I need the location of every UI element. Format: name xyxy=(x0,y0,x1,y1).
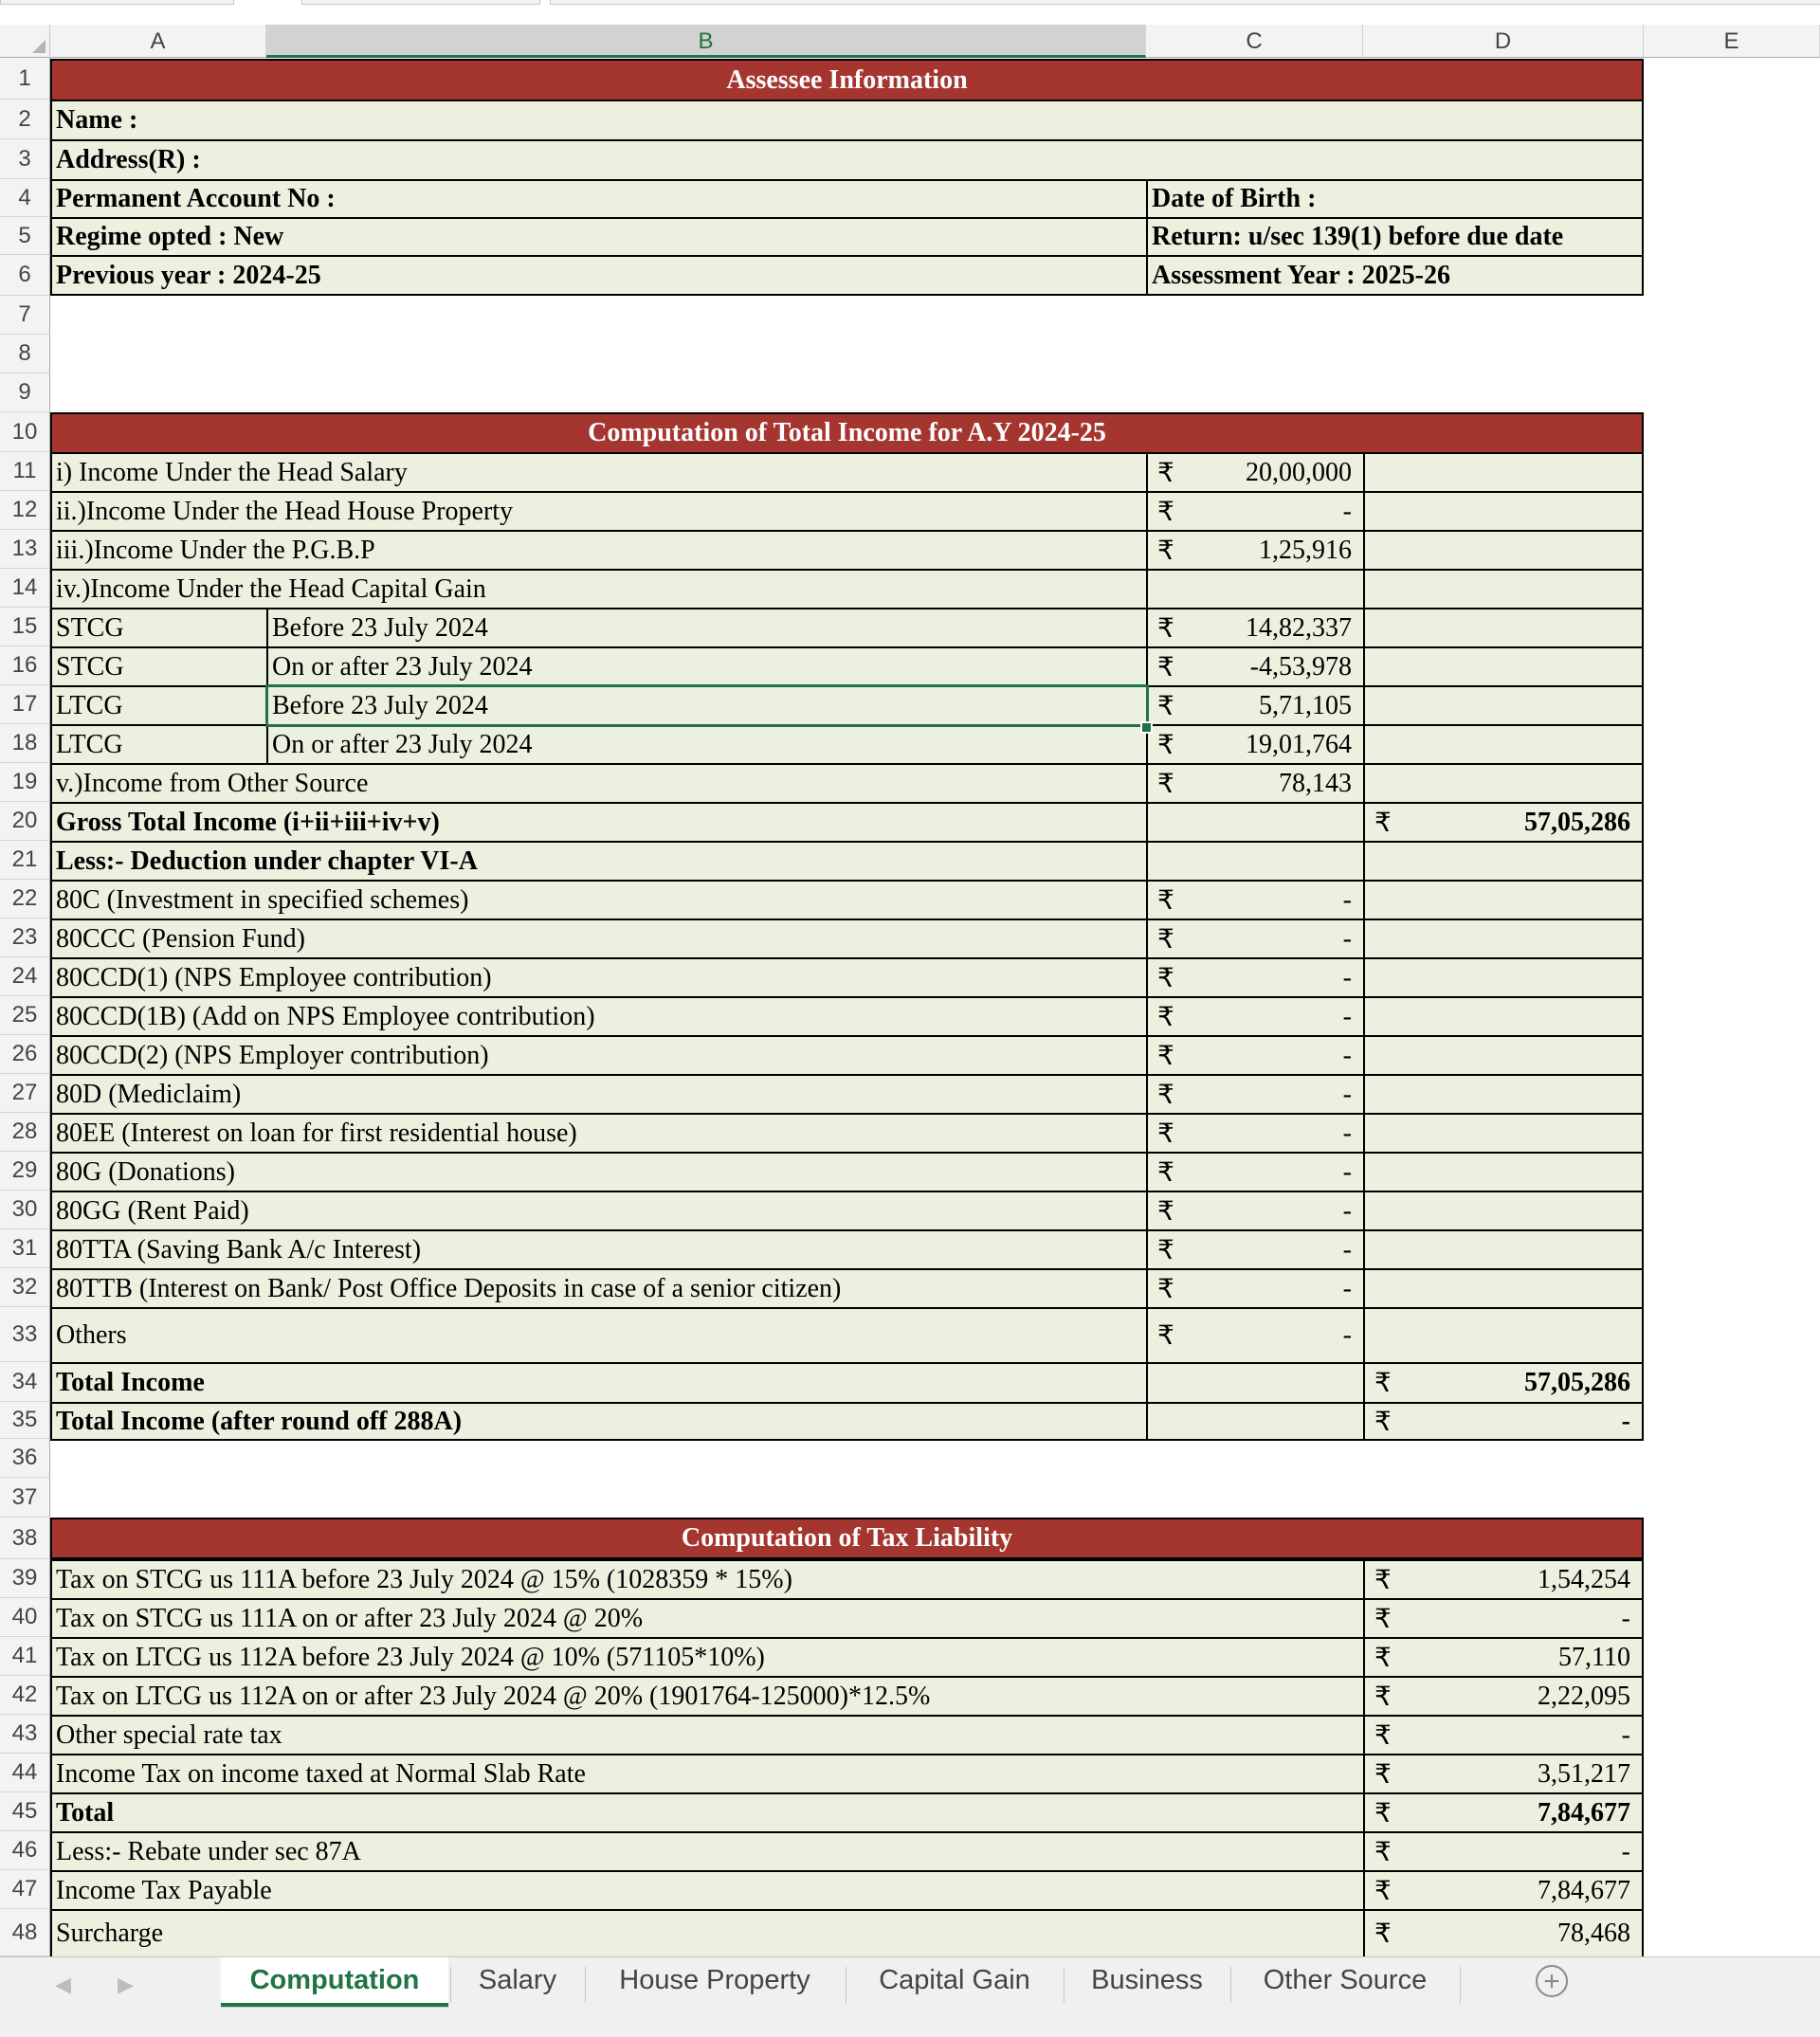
rupee-icon: ₹ xyxy=(1157,885,1174,916)
tax-row-amount: - xyxy=(1621,1719,1630,1750)
row-header[interactable]: 19 xyxy=(0,763,50,802)
empty-cell[interactable] xyxy=(1363,569,1644,609)
row-header[interactable]: 17 xyxy=(0,685,50,724)
cg-amount: 19,01,764 xyxy=(1246,729,1352,759)
deduction-value[interactable] xyxy=(1146,1035,1365,1076)
tax-row-value[interactable] xyxy=(1363,1870,1644,1911)
cg-amount: -4,53,978 xyxy=(1249,651,1352,682)
row-header[interactable]: 32 xyxy=(0,1268,50,1307)
row-header[interactable]: 21 xyxy=(0,841,50,880)
deduction-amount: - xyxy=(1342,1273,1352,1303)
deduction-value[interactable] xyxy=(1146,1191,1365,1231)
deduction-amount: - xyxy=(1342,923,1352,954)
tax-row-amount: 2,22,095 xyxy=(1538,1681,1630,1711)
rupee-icon: ₹ xyxy=(1374,1643,1392,1673)
rupee-icon: ₹ xyxy=(1157,924,1174,955)
tax-row-label[interactable]: Other special rate tax xyxy=(50,1715,1365,1755)
row-header[interactable]: 18 xyxy=(0,724,50,763)
tab-capital-gain[interactable]: Capital Gain xyxy=(879,1964,1030,1995)
row-header[interactable]: 36 xyxy=(0,1439,50,1478)
top-strip xyxy=(0,0,1820,25)
rupee-icon: ₹ xyxy=(1374,808,1392,838)
deduction-label[interactable]: 80TTA (Saving Bank A/c Interest) xyxy=(50,1229,1148,1270)
deduction-value[interactable] xyxy=(1146,880,1365,920)
deduction-label[interactable]: 80CCD(1B) (Add on NPS Employee contribution) xyxy=(50,996,1148,1037)
tax-row-label[interactable]: Income Tax on income taxed at Normal Slab Rate xyxy=(50,1754,1365,1794)
row-header[interactable]: 48 xyxy=(0,1909,50,1956)
empty-cell[interactable] xyxy=(1363,918,1644,959)
deduction-amount: - xyxy=(1342,1195,1352,1226)
row-header[interactable]: 25 xyxy=(0,996,50,1035)
rupee-icon: ₹ xyxy=(1157,613,1174,644)
row-header[interactable]: 5 xyxy=(0,217,50,255)
tax-row-value[interactable] xyxy=(1363,1598,1644,1639)
row-header[interactable]: 29 xyxy=(0,1152,50,1191)
deduction-value[interactable] xyxy=(1146,1074,1365,1115)
deduction-value[interactable] xyxy=(1146,1229,1365,1270)
rupee-icon: ₹ xyxy=(1374,1604,1392,1634)
empty-cell[interactable] xyxy=(1363,1307,1644,1364)
empty-cell[interactable] xyxy=(1363,1191,1644,1231)
empty-cell[interactable] xyxy=(1363,1113,1644,1154)
cg-value[interactable] xyxy=(1146,724,1365,765)
house-property-label[interactable]: ii.)Income Under the Head House Property xyxy=(50,491,1148,532)
address-cell[interactable]: Address(R) : xyxy=(50,139,1644,181)
fill-handle[interactable] xyxy=(1140,721,1153,734)
rupee-icon: ₹ xyxy=(1157,730,1174,760)
deduction-value[interactable] xyxy=(1146,1307,1365,1364)
rupee-icon: ₹ xyxy=(1157,652,1174,682)
row-header[interactable]: 46 xyxy=(0,1831,50,1870)
empty-cell[interactable] xyxy=(1363,1152,1644,1192)
deduction-label[interactable]: 80C (Investment in specified schemes) xyxy=(50,880,1148,920)
tax-row-amount: - xyxy=(1621,1603,1630,1633)
status-bar xyxy=(0,2013,1820,2037)
empty-cell[interactable] xyxy=(1363,1268,1644,1309)
selected-cell[interactable]: Before 23 July 2024 xyxy=(265,684,1149,727)
tab-separator xyxy=(1460,1967,1461,2003)
tab-computation[interactable]: Computation xyxy=(221,1957,448,2007)
row-header[interactable]: 47 xyxy=(0,1870,50,1909)
cg-type[interactable]: STCG xyxy=(50,608,268,648)
rupee-icon: ₹ xyxy=(1157,497,1174,527)
rupee-icon: ₹ xyxy=(1157,769,1174,799)
tax-row-label[interactable]: Less:- Rebate under sec 87A xyxy=(50,1831,1365,1872)
row-header[interactable]: 38 xyxy=(0,1518,50,1559)
house-property-value[interactable] xyxy=(1146,491,1365,532)
empty-cell[interactable] xyxy=(1146,841,1365,882)
row-header[interactable]: 11 xyxy=(0,452,50,491)
column-header-e[interactable]: E xyxy=(1644,25,1820,58)
tax-row-label[interactable]: Tax on STCG us 111A on or after 23 July 2024 @ 20% xyxy=(50,1598,1365,1639)
deduction-value[interactable] xyxy=(1146,1268,1365,1309)
deduction-label[interactable]: 80EE (Interest on loan for first residential house) xyxy=(50,1113,1148,1154)
rupee-icon: ₹ xyxy=(1374,1407,1392,1437)
empty-cell[interactable] xyxy=(1363,1074,1644,1115)
tax-row-amount: 7,84,677 xyxy=(1538,1875,1630,1905)
rupee-icon: ₹ xyxy=(1157,1157,1174,1188)
income-header[interactable]: Computation of Total Income for A.Y 2024-25 xyxy=(50,412,1644,454)
total-income-value[interactable] xyxy=(1363,1362,1644,1404)
rupee-icon: ₹ xyxy=(1157,1119,1174,1149)
rupee-icon: ₹ xyxy=(1157,1002,1174,1032)
rupee-icon: ₹ xyxy=(1374,1369,1392,1398)
deduction-label[interactable]: 80CCC (Pension Fund) xyxy=(50,918,1148,959)
empty-cell[interactable] xyxy=(1363,724,1644,765)
rupee-icon: ₹ xyxy=(1157,963,1174,993)
tax-row-label[interactable]: Total xyxy=(50,1792,1365,1833)
rupee-icon: ₹ xyxy=(1157,1041,1174,1071)
tax-row-label[interactable]: Tax on LTCG us 112A before 23 July 2024 @ 10% (571105*10%) xyxy=(50,1637,1365,1678)
empty-cell[interactable] xyxy=(1363,530,1644,571)
total-income-label[interactable]: Total Income xyxy=(50,1362,1148,1404)
empty-cell[interactable] xyxy=(1363,1229,1644,1270)
column-header-a[interactable]: A xyxy=(50,25,266,58)
row-header[interactable]: 6 xyxy=(0,255,50,296)
name-cell[interactable]: Name : xyxy=(50,100,1644,141)
deduction-value[interactable] xyxy=(1146,1113,1365,1154)
row-header[interactable]: 45 xyxy=(0,1792,50,1831)
rupee-icon: ₹ xyxy=(1157,1080,1174,1110)
row-header[interactable]: 24 xyxy=(0,957,50,996)
empty-cell[interactable] xyxy=(1363,880,1644,920)
empty-cell[interactable] xyxy=(1146,1362,1365,1404)
tab-business[interactable]: Business xyxy=(1091,1964,1203,1995)
row-header[interactable]: 26 xyxy=(0,1035,50,1074)
deduction-value[interactable] xyxy=(1146,1152,1365,1192)
empty-cell[interactable] xyxy=(1363,996,1644,1037)
salary-value[interactable] xyxy=(1146,452,1365,493)
tax-row-amount: - xyxy=(1621,1836,1630,1866)
deduction-label[interactable]: Others xyxy=(50,1307,1148,1364)
empty-cell[interactable] xyxy=(1146,802,1365,843)
empty-cell[interactable] xyxy=(1363,646,1644,687)
empty-cell[interactable] xyxy=(1363,1035,1644,1076)
empty-cell[interactable] xyxy=(1363,685,1644,726)
row-header[interactable]: 7 xyxy=(0,296,50,335)
rupee-icon: ₹ xyxy=(1374,1565,1392,1595)
row-header[interactable]: 30 xyxy=(0,1191,50,1229)
pgbp-value[interactable] xyxy=(1146,530,1365,571)
rupee-icon: ₹ xyxy=(1157,1196,1174,1227)
rupee-icon: ₹ xyxy=(1374,1837,1392,1867)
deduction-heading[interactable]: Less:- Deduction under chapter VI-A xyxy=(50,841,1148,882)
row-header[interactable]: 35 xyxy=(0,1402,50,1439)
column-header-d[interactable]: D xyxy=(1363,25,1644,58)
deduction-label[interactable]: 80D (Mediclaim) xyxy=(50,1074,1148,1115)
tab-house-property[interactable]: House Property xyxy=(619,1964,810,1995)
deduction-amount: - xyxy=(1342,1001,1352,1031)
cg-type[interactable]: LTCG xyxy=(50,685,268,726)
rupee-icon: ₹ xyxy=(1374,1919,1392,1949)
house-property-amount: - xyxy=(1342,496,1352,526)
row-header[interactable]: 15 xyxy=(0,608,50,646)
empty-cell[interactable] xyxy=(1363,841,1644,882)
row-header[interactable]: 1 xyxy=(0,58,50,100)
return-cell[interactable]: Return: u/sec 139(1) before due date xyxy=(1146,217,1644,257)
pgbp-amount: 1,25,916 xyxy=(1259,535,1352,565)
rupee-icon: ₹ xyxy=(1157,458,1174,488)
scroll-tabs-right-icon[interactable]: ▶ xyxy=(118,1973,134,1996)
cg-value[interactable] xyxy=(1146,608,1365,648)
sheet-tab-bar xyxy=(0,1956,1820,2013)
row-header[interactable]: 3 xyxy=(0,139,50,179)
deduction-amount: - xyxy=(1342,1320,1352,1350)
total-income-round-label[interactable]: Total Income (after round off 288A) xyxy=(50,1402,1148,1441)
tax-row-amount: 3,51,217 xyxy=(1538,1758,1630,1789)
pan-cell[interactable]: Permanent Account No : xyxy=(50,179,1148,219)
rupee-icon: ₹ xyxy=(1374,1759,1392,1790)
rupee-icon: ₹ xyxy=(1374,1876,1392,1906)
gross-total-amount: 57,05,286 xyxy=(1524,807,1630,837)
tax-row-label[interactable]: Tax on LTCG us 112A on or after 23 July 2024 @ 20% (1901764-125000)*12.5% xyxy=(50,1676,1365,1717)
row-header[interactable]: 27 xyxy=(0,1074,50,1113)
tax-row-amount: 1,54,254 xyxy=(1538,1564,1630,1594)
assessee-header[interactable]: Assessee Information xyxy=(50,59,1644,101)
total-income-amount: 57,05,286 xyxy=(1524,1368,1630,1397)
rupee-icon: ₹ xyxy=(1157,1274,1174,1304)
row-header[interactable]: 8 xyxy=(0,335,50,373)
column-header-b[interactable]: B xyxy=(266,25,1146,58)
row-header[interactable]: 28 xyxy=(0,1113,50,1152)
other-source-label[interactable]: v.)Income from Other Source xyxy=(50,763,1148,804)
scroll-tabs-left-icon[interactable]: ◀ xyxy=(55,1973,71,1996)
salary-label[interactable]: i) Income Under the Head Salary xyxy=(50,452,1148,493)
tax-row-amount: 7,84,677 xyxy=(1538,1797,1630,1828)
tax-row-amount: 78,468 xyxy=(1557,1919,1630,1948)
tax-row-value[interactable] xyxy=(1363,1715,1644,1755)
tax-header[interactable]: Computation of Tax Liability xyxy=(50,1518,1644,1559)
deduction-amount: - xyxy=(1342,1079,1352,1109)
rupee-icon: ₹ xyxy=(1157,1321,1174,1351)
empty-cell[interactable] xyxy=(1146,1402,1365,1441)
cg-value[interactable] xyxy=(1146,646,1365,687)
select-all-corner[interactable] xyxy=(0,25,50,58)
deduction-amount: - xyxy=(1342,1234,1352,1264)
tax-row-value[interactable] xyxy=(1363,1637,1644,1678)
tab-salary[interactable]: Salary xyxy=(478,1964,557,1995)
tax-row-value[interactable] xyxy=(1363,1831,1644,1872)
deduction-value[interactable] xyxy=(1146,996,1365,1037)
deduction-amount: - xyxy=(1342,1040,1352,1070)
row-header[interactable]: 22 xyxy=(0,880,50,918)
partial-tab xyxy=(0,0,234,5)
row-header[interactable]: 33 xyxy=(0,1307,50,1362)
row-header[interactable]: 31 xyxy=(0,1229,50,1268)
deduction-label[interactable]: 80CCD(1) (NPS Employee contribution) xyxy=(50,957,1148,998)
row-header[interactable]: 20 xyxy=(0,802,50,841)
tax-row-amount: 57,110 xyxy=(1558,1642,1630,1672)
tax-row-label[interactable]: Income Tax Payable xyxy=(50,1870,1365,1911)
rupee-icon: ₹ xyxy=(1157,1235,1174,1265)
other-source-value[interactable] xyxy=(1146,763,1365,804)
salary-amount: 20,00,000 xyxy=(1246,457,1352,487)
row-header[interactable]: 9 xyxy=(0,373,50,412)
total-income-round-value[interactable] xyxy=(1363,1402,1644,1441)
rupee-icon: ₹ xyxy=(1157,691,1174,721)
deduction-label[interactable]: 80TTB (Interest on Bank/ Post Office Deposits in case of a senior citizen) xyxy=(50,1268,1148,1309)
pgbp-label[interactable]: iii.)Income Under the P.G.B.P xyxy=(50,530,1148,571)
column-header-c[interactable]: C xyxy=(1146,25,1363,58)
deduction-amount: - xyxy=(1342,1118,1352,1148)
row-header[interactable]: 16 xyxy=(0,646,50,685)
deduction-label[interactable]: 80G (Donations) xyxy=(50,1152,1148,1192)
empty-cell[interactable] xyxy=(1363,452,1644,493)
empty-cell[interactable] xyxy=(1363,491,1644,532)
tab-other-source[interactable]: Other Source xyxy=(1263,1964,1428,1995)
deduction-label[interactable]: 80CCD(2) (NPS Employer contribution) xyxy=(50,1035,1148,1076)
total-income-round-amount: - xyxy=(1621,1406,1630,1436)
row-header[interactable]: 4 xyxy=(0,179,50,217)
tax-row-value[interactable] xyxy=(1363,1559,1644,1600)
tax-row-value[interactable] xyxy=(1363,1909,1644,1958)
tax-row-label[interactable]: Surcharge xyxy=(50,1909,1365,1958)
row-header[interactable]: 37 xyxy=(0,1478,50,1518)
assessment-year-cell[interactable]: Assessment Year : 2025-26 xyxy=(1146,255,1644,296)
cg-amount: 14,82,337 xyxy=(1246,612,1352,643)
row-header[interactable]: 10 xyxy=(0,412,50,452)
row-header[interactable]: 41 xyxy=(0,1637,50,1676)
cg-amount: 5,71,105 xyxy=(1259,690,1352,720)
empty-cell[interactable] xyxy=(1146,569,1365,609)
cg-period[interactable]: On or after 23 July 2024 xyxy=(266,724,1148,765)
gross-total-label[interactable]: Gross Total Income (i+ii+iii+iv+v) xyxy=(50,802,1148,843)
other-source-amount: 78,143 xyxy=(1279,768,1352,798)
row-header[interactable]: 40 xyxy=(0,1598,50,1637)
partial-tab xyxy=(301,0,540,5)
row-header[interactable]: 12 xyxy=(0,491,50,530)
gross-total-value[interactable] xyxy=(1363,802,1644,843)
rupee-icon: ₹ xyxy=(1374,1682,1392,1712)
deduction-value[interactable] xyxy=(1146,957,1365,998)
add-sheet-icon[interactable]: + xyxy=(1536,1965,1568,1997)
tax-row-value[interactable] xyxy=(1363,1754,1644,1794)
cg-period[interactable]: Before 23 July 2024 xyxy=(266,608,1148,648)
deduction-amount: - xyxy=(1342,962,1352,992)
previous-year-cell[interactable]: Previous year : 2024-25 xyxy=(50,255,1148,296)
partial-tab xyxy=(550,0,1820,5)
row-header[interactable]: 39 xyxy=(0,1559,50,1598)
deduction-amount: - xyxy=(1342,1156,1352,1187)
tax-row-value[interactable] xyxy=(1363,1676,1644,1717)
tax-row-value[interactable] xyxy=(1363,1792,1644,1833)
row-header[interactable]: 14 xyxy=(0,569,50,608)
deduction-value[interactable] xyxy=(1146,918,1365,959)
row-header[interactable]: 23 xyxy=(0,918,50,957)
empty-cell[interactable] xyxy=(1363,608,1644,648)
cg-value[interactable] xyxy=(1146,685,1365,726)
row-header[interactable]: 2 xyxy=(0,100,50,139)
rupee-icon: ₹ xyxy=(1374,1798,1392,1828)
tax-row-label[interactable]: Tax on STCG us 111A before 23 July 2024 @ 15% (1028359 * 15%) xyxy=(50,1559,1365,1600)
capital-gain-label[interactable]: iv.)Income Under the Head Capital Gain xyxy=(50,569,1148,609)
deduction-amount: - xyxy=(1342,884,1352,915)
cg-period[interactable]: On or after 23 July 2024 xyxy=(266,646,1148,687)
row-header[interactable]: 43 xyxy=(0,1715,50,1754)
deduction-label[interactable]: 80GG (Rent Paid) xyxy=(50,1191,1148,1231)
regime-cell[interactable]: Regime opted : New xyxy=(50,217,1148,257)
row-header[interactable]: 34 xyxy=(0,1362,50,1402)
dob-cell[interactable]: Date of Birth : xyxy=(1146,179,1644,219)
row-header[interactable]: 44 xyxy=(0,1754,50,1792)
cg-type[interactable]: LTCG xyxy=(50,724,268,765)
cg-type[interactable]: STCG xyxy=(50,646,268,687)
empty-cell[interactable] xyxy=(1363,957,1644,998)
rupee-icon: ₹ xyxy=(1374,1720,1392,1751)
row-header[interactable]: 13 xyxy=(0,530,50,569)
empty-cell[interactable] xyxy=(1363,763,1644,804)
rupee-icon: ₹ xyxy=(1157,536,1174,566)
row-header[interactable]: 42 xyxy=(0,1676,50,1715)
